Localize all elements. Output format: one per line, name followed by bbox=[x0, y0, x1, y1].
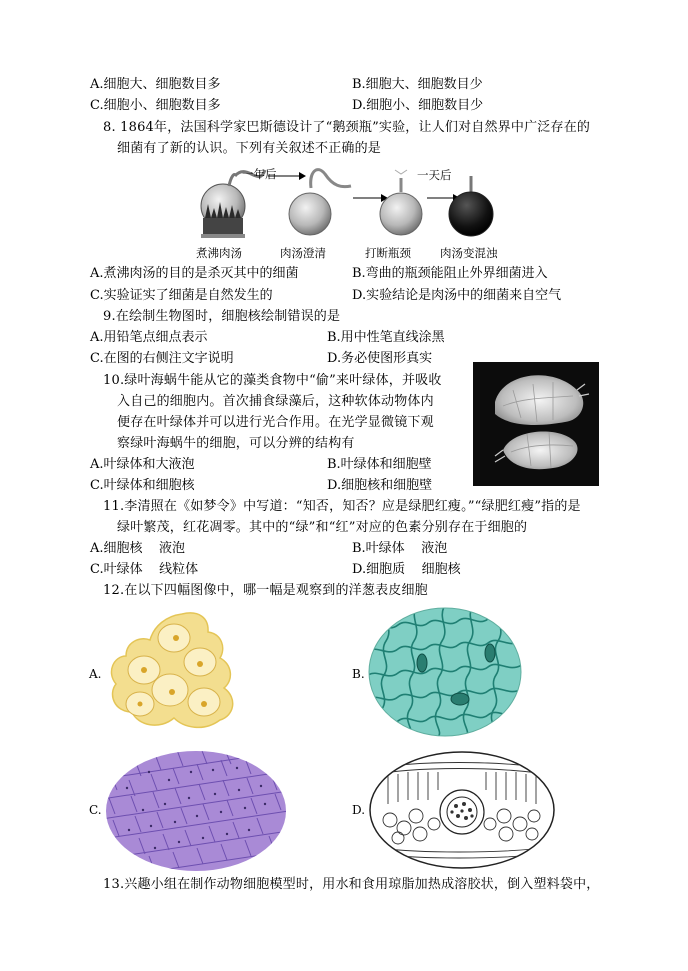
q7-option-d: D.细胞小、细胞数目少 bbox=[352, 98, 484, 113]
q10-option-d: D.细胞核和细胞壁 bbox=[327, 478, 433, 493]
q11-stem-line2: 绿叶繁茂，红花凋零。其中的“绿”和“红”对应的色素分别存在于细胞的 bbox=[117, 520, 528, 535]
q10-stem-line1: 10.绿叶海蜗牛能从它的藻类食物中“偷”来叶绿体，并吸收 bbox=[103, 373, 442, 388]
q11-option-d: D.细胞质 细胞核 bbox=[352, 562, 461, 577]
q7-option-c: C.细胞小、细胞数目多 bbox=[90, 98, 221, 113]
q8-option-a: A.煮沸肉汤的目的是杀灭其中的细菌 bbox=[90, 266, 299, 281]
caption-boiling-broth: 煮沸肉汤 bbox=[196, 246, 242, 260]
q10-stem-line2: 入自己的细胞内。首次捕食绿藻后，这种软体动物体内 bbox=[117, 394, 434, 409]
micrograph-c-purple-cells bbox=[105, 750, 287, 872]
q12-stem: 12.在以下四幅图像中，哪一幅是观察到的洋葱表皮细胞 bbox=[103, 583, 428, 598]
q10-option-b: B.叶绿体和细胞壁 bbox=[327, 457, 432, 472]
q11-option-b: B.叶绿体 液泡 bbox=[352, 541, 448, 556]
q13-stem: 13.兴趣小组在制作动物细胞模型时，用水和食用琼脂加热成溶胶状，倒入塑料袋中， bbox=[103, 877, 600, 892]
q10-option-c: C.叶绿体和细胞核 bbox=[90, 478, 195, 493]
q10-stem-line4: 察绿叶海蜗牛的细胞，可以分辨的结构有 bbox=[117, 436, 355, 451]
image-label-a: A. bbox=[89, 667, 102, 681]
q8-option-b: B.弯曲的瓶颈能阻止外界细菌进入 bbox=[352, 266, 548, 281]
q10-stem-line3: 便存在叶绿体并可以进行光合作用。在光学显微镜下观 bbox=[117, 415, 434, 430]
diagram-d-leaf-cross-section bbox=[368, 750, 556, 870]
q8-option-d: D.实验结论是肉汤中的细菌来自空气 bbox=[352, 288, 562, 303]
q9-option-d: D.务必使图形真实 bbox=[327, 351, 433, 366]
caption-turbid-broth: 肉汤变混浊 bbox=[440, 246, 498, 260]
q8-stem-line1: 8. 1864年，法国科学家巴斯德设计了“鹅颈瓶”实验，让人们对自然界中广泛存在的 bbox=[103, 120, 591, 135]
q8-stem-line2: 细菌有了新的认识。下列有关叙述不正确的是 bbox=[117, 141, 382, 156]
caption-clear-broth: 肉汤澄清 bbox=[280, 246, 326, 260]
arrow-label-one-day: 一天后 bbox=[417, 168, 452, 182]
q11-option-c: C.叶绿体 线粒体 bbox=[90, 562, 199, 577]
flask-clear bbox=[289, 170, 351, 235]
micrograph-b-green-epidermis bbox=[368, 607, 522, 737]
q9-option-b: B.用中性笔直线涂黑 bbox=[327, 330, 445, 345]
q11-stem-line1: 11.李清照在《如梦令》中写道：“知否，知否？应是绿肥红瘦。”“绿肥红瘦”指的是 bbox=[103, 499, 581, 514]
q9-option-a: A.用铅笔点细点表示 bbox=[90, 330, 208, 345]
q7-option-a: A.细胞大、细胞数目多 bbox=[90, 77, 221, 92]
arrow-label-one-year: 一年后 bbox=[242, 167, 277, 181]
image-label-d: D. bbox=[352, 803, 366, 817]
q9-option-c: C.在图的右侧注文字说明 bbox=[90, 351, 234, 366]
image-label-c: C. bbox=[89, 803, 102, 817]
micrograph-a-yellow-cells bbox=[104, 608, 256, 736]
q9-stem: 9.在绘制生物图时，细胞核绘制错误的是 bbox=[103, 309, 341, 324]
caption-broken-neck: 打断瓶颈 bbox=[365, 246, 411, 260]
q10-option-a: A.叶绿体和大液泡 bbox=[90, 457, 195, 472]
flask-turbid bbox=[449, 176, 493, 236]
q8-option-c: C.实验证实了细菌是自然发生的 bbox=[90, 288, 273, 303]
flask-broken-neck bbox=[380, 170, 422, 235]
sea-slug-photo bbox=[473, 362, 599, 486]
q7-option-b: B.细胞大、细胞数目少 bbox=[352, 77, 483, 92]
q11-option-a: A.细胞核 液泡 bbox=[90, 541, 186, 556]
image-label-b: B. bbox=[352, 667, 365, 681]
